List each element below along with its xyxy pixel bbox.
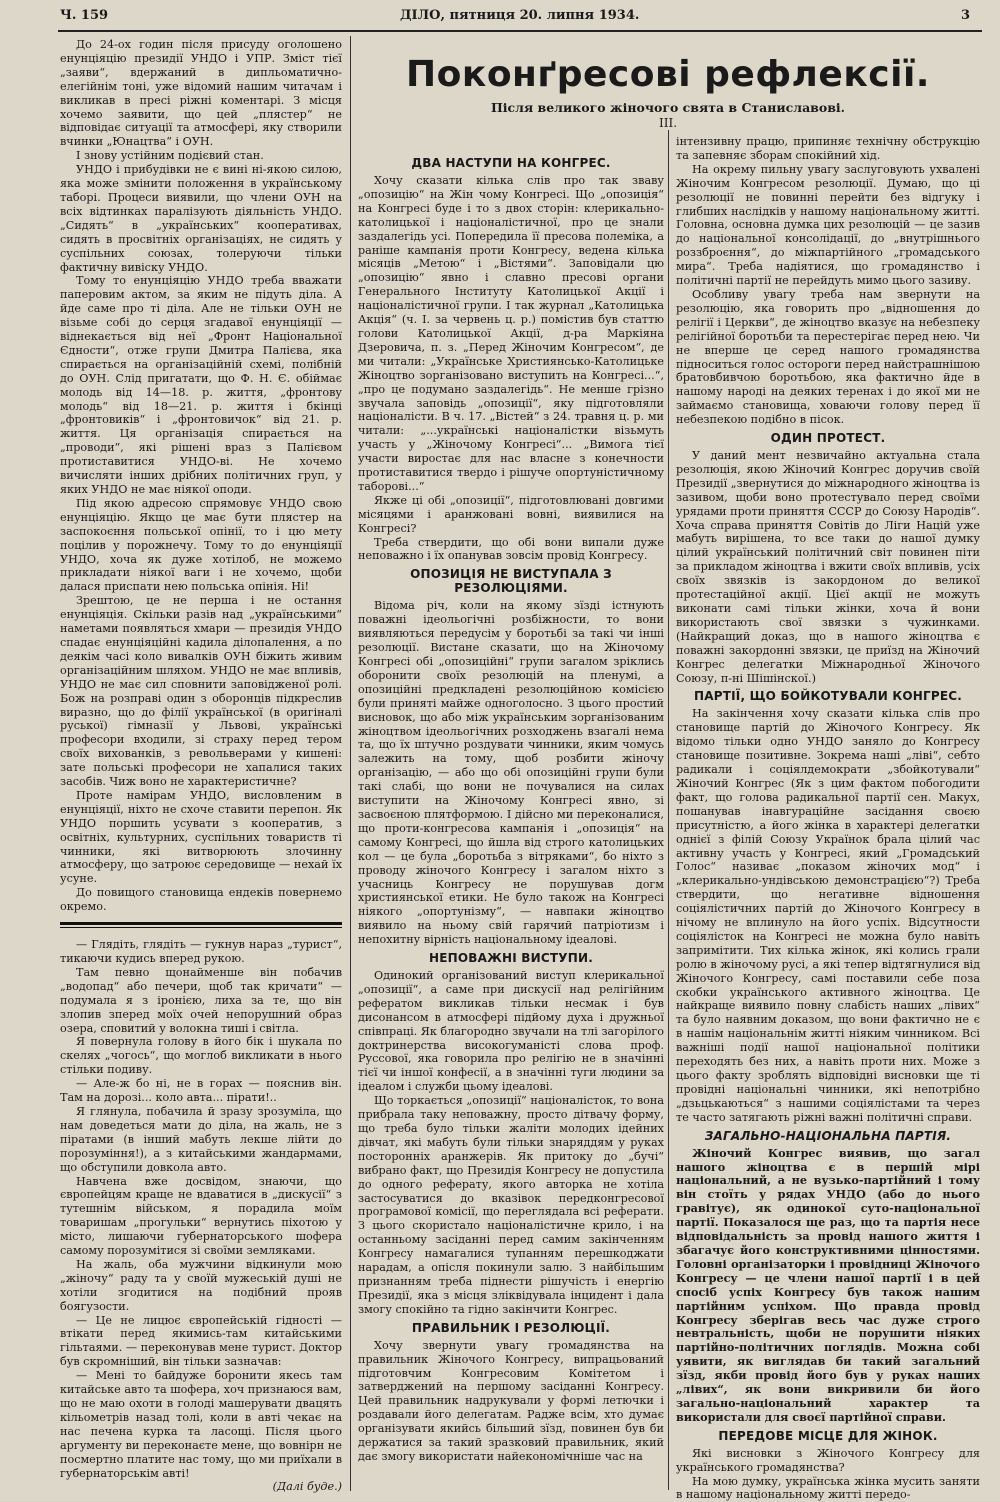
paragraph: До 24-ох годин після присуду оголошено енунціяцію президії УНДО і УПР. Зміст тієї „заяви“, вдержаний в дипльоматично-елегійнім тоні, уже відомий нашим читачам і викликав в пресі ріжні коментарі. З місця хочемо заявити, що цей „плястер“ не відповідає ситуації та атмосфері, яку створили вчинки „Юнацтва“ і ОУН. [60,38,342,149]
paragraph: На мою думку, українська жінка мусить заняти в нашому національному житті передо- [676,1474,980,1502]
paragraph: Відома річ, коли на якому зїзді істнують поважні ідеольогічні розбіжности, то вони виявляються передусім у боротьбі за такі чи інші резолюції. Вистане сказати, що на Жіночому Конгресі обі „опозиційні“ групи загалом зріклись оборонити своїх резолюцій на пленумі, а опозиційні предкладені резолюційною комісією були приняті майже одноголосно. З цього простий висновок, що або між українським зорганізованим жіноцтвом ідеольогічних розходжень взагалі нема та, що їх штучно роздувати чинники, яким чомусь залежить на тому, щоб розбити жіночу організацію, — або що обі опозиційні групи були такі слабі, що вони не почувалися на силах виступити на Жіночому Конгресі явно, зі засвоєною плятформою. І дійсно ми переконалися, що проти-конгресова кампанія і „опозиція“ на самому Конгресі, що йшла від строго католицьких кол — це була „боротьба з вітряками“, бо ніхто з проводу жіночого Конгресу і загалом ніхто з учасниць Конгресу не порушував догм християнської етики. Не було також на Конгресі ніякого „опортунізму“, — навпаки жіноцтво виявило на ньому свій гарячий патріотизм і непохитну вірність національному ідеалові. [358,599,664,947]
paragraph: Хочу звернути увагу громадянства на правильник Жіночого Конгресу, випрацьований підготовчим Конгресовим Комітетом і затверджений на першому засіданні Конгресу. Цей правильник надрукували у формі летючки і роздавали його делегатам. Радже всім, хто думає організувати якийсь більший зїзд, повинен був би держатися за такий зразковий правильник, який дає змогу використати найекономічніше час на [358,1338,664,1463]
section-heading: ЗАГАЛЬНО-НАЦІОНАЛЬНА ПАРТІЯ. [704,1128,952,1143]
article-part: III. [658,116,678,130]
feuilleton-paragraph: Я повернула голову в його бік і шукала по скелях „чогось“, що моглоб викликати в нього стільки подиву. [60,1035,342,1077]
page-ref: Ч. 159 [60,8,109,23]
section-heading: ПЕРЕДОВЕ МІСЦЕ ДЛЯ ЖІНОК. [718,1428,938,1443]
article-title: Поконґресові рефлексії. [406,54,930,95]
feuilleton-paragraph: — Глядіть, глядіть — гукнув нараз „турист“, тикаючи кудись вперед рукою. [60,938,342,965]
to-be-continued: (Далі буде.) [272,1480,342,1494]
paragraph: Проте намірам УНДО, висловленим в енунціяції, ніхто не схоче ставити перепон. Як УНДО поршить усувати з кооператив, з освітніх, культурних, суспільних товариств ті чинники, які витворюють злочинну атмосферу, що затроює середовище — нехай їх усуне. [60,788,342,886]
feuilleton-paragraph: Там певно щонайменше він побачив „водопад“ або печери, щоб так кричати“ — подумала я з іронією, лиха за те, що він злопив зперед моїх очей непорушний образ озера, сповитий у волокна тиші і світла. [60,965,342,1035]
paragraph: Тому то енунціяцію УНДО треба вважати паперовим актом, за яким не підуть діла. А йде саме про ті діла. Але не тільки ОУН не візьме собі до серця згадавої енунціяції — віднекається від неї „Фронт Національної Єдности“, отже групи Дмитра Палієва, яка спирається на організаційній схемі, полібній до ОУН. Слід пригатати, що Ф. Н. Є. обіймає молодь від 14—18. р. життя, „фронтову молодь“ від 18—21. р. життя і бкінці „фронтовиків“ і „фронтовичок“ від 21. р. життя. Ця організація спирається на „проводи“, які рішені враз з Палієвом протиставитися УНДО-ві. Не хочемо вичисляти інших дрібних політичних груп, у яких УНДО не має ніякої оподи. [60,274,342,496]
feuilleton-paragraph: Навчена вже досвідом, знаючи, що європейцям краще не вдаватися в „дискусії“ з тутешнім військом, я порадила моїм товаришам „прогульки“ вернутись піхотою у місто, лишаючи губернаторського шофера самому порозумітися зі своїми земляками. [60,1174,342,1258]
section-separator [60,922,342,928]
paragraph: Особливу увагу треба нам звернути на резолюцію, яка говорить про „відношення до релігії і Церкви“, де жіноцтво вказує на небезпеку релігійної боротьби та перестерігає перед нею. Чи не вперше це серед нашого громадянства підноситься голос остороги перед найстрашнішою братовбивчою боротьбою, яка фактично йде в нашому народі на деяких теренах і до якої ми не займаємо становища, ховаючи голову перед її небезпекою подібно в пісок. [676,287,980,427]
column-right [676,135,980,1502]
paragraph: На окрему пильну увагу заслуговують ухвалені Жіночим Конгресом резолюції. Думаю, що ці резолюції не повинні перейти без відгуку і глибших наслідків у нашому національному житті. Головна, основна думка цих резолюцій — це зазив до національної консолідації, до „внутрішнього роззброєння“, до міжпартійного „громадського мира“. Треба надіятися, що громадянство і політичні партії не перейдуть мимо цього зазиву. [676,162,980,288]
feuilleton-paragraph: — Але-ж бо ні, не в горах — пояснив він. Там на дорозі... коло авта... пірати!.. [60,1077,342,1105]
article-subtitle: Після великого жіночого свята в Станиславові. [490,100,845,115]
feuilleton-paragraph: — Мені то байдуже боронити якесь там китайське авто та шофера, хоч признаюся вам, що не маю охоти в голоді машерувати двацять кільометрів назад толі, коли в авті чекає на нас печена курка та ласощі. Після цього аргументу ви переконаєте мене, що вовнірн не посмертно платите нас тому, що ми приїхали в губернаторськім авті! [60,1369,342,1480]
column-rule-1 [350,36,351,1491]
paragraph: До повищого становища ендеків повернемо окремо. [60,886,342,914]
paragraph: Одинокий організований виступ клерикальної „опозиції“, а саме при дискусії над релігійним рефератом викликав тільки несмак і був дисонансом в атмосфері підйому духа і дружньої співпраці. Як благородно звучали на тлі загорілого доктринерства високогуманісті слова проф. Руссової, яка говорила про релігію не в значінні тієї чи іншої конфесії, а в значінні туги людини за ідеалом і служби цьому ідеалові. [358,969,664,1094]
running-head [60,4,980,30]
masthead: ДІЛО, пятниця 20. липня 1934. [400,8,640,23]
section-heading: НЕПОВАЖНІ ВИСТУПИ. [429,951,593,966]
section-heading: ДВА НАСТУПИ НА КОНГРЕС. [411,156,611,170]
paragraph: У даний мент незвичайно актуальна стала резолюція, якою Жіночий Конгрес доручив своїй Президії „звернутися до міжнародного жіноцтва із зазивом, щоби воно протестувало перед своїми урядами проти приняття СССР до Союзу Народів“. Хоча справа приняття Совітів до Ліги Націй уже мабуть вирішена, то все таки до нашої думку цілий український політичний світ повинен піти за прикладом жіноцтва і вжити своїх впливів, усіх своїх звязків із закордоном до великої протестаційної акції. Цієї акції не можуть виконати самі тільки жінки, хоча й вони використають свої звязки з чужинками. (Найкращий доказ, що в нашого жіноцтва є поважні закордонні звязки, це приїзд на Жіночий Конгрес делегатки Міжнародньої Жіночого Союзу, п-ні Шішінскої.) [676,449,980,685]
column-left [60,38,342,1494]
paragraph: Під якою адресою спрямовує УНДО свою енунціяцію. Якщо це має бути плястер на заспокоєння польської опінії, то і цю мету поцілив у порожнечу. Тому то до енунціяції УНДО, хоча як дуже хотілоб, не можемо прикладати ніякої ваги і не хочемо, щоби далася приспати нею польська опінія. Ні! [60,496,342,594]
column-rule-2 [668,130,669,1490]
paragraph: Зрештою, це не перша і не остання енунціяція. Скільки разів над „українськими“ наметами появляться хмари — президія УНДО спадає енунціяційні кадила ділопалення, а по деякім часі коло вивалків ОУН біжить живим організаційним шляхом. УНДО не має впливів, УНДО не має сил сповнити заповідженої ролі. Бож на розправі один з оборонців підкреслив виразно, що до філії української (в оригіналі руської) гімназії у Львові, українські професори входили, зі страху перед тером своїх вихованків, з револьверами у кишені: зате польські професори не хапалися таких засобів. Чиж воно не характеристичне? [60,594,342,789]
section-heading: ОДИН ПРОТЕСТ. [770,431,886,446]
paragraph: інтензивну працю, припиняє технічну обструкцію та запевняє зборам спокійний хід. [676,135,980,162]
top-rule [58,30,982,32]
paragraph: Треба ствердити, що обі вони випали дуже неповажно і їх опанував зовсім провід Конгресу. [358,535,664,563]
paragraph: На закінчення хочу сказати кілька слів про становище партій до Жіночого Конгресу. Як відомо тільки одно УНДО заняло до Конгресу становище позитивне. Зокрема наші „ліві“, себто радикали і соціялдемократи „збойкотували“ Жіночий Конгрес (Як з цим фактом побогодити факт, що голова радикальної партії сен. Макух, пошанував інавгураційне засідання своєю присутністю, а його жінка в характері делегатки однієї з філій Союзу Українок брала цілий час активну участь у Конгресі, який „Громадський Голос“ називає „показом жіночих мод“ і „клерикально-ундівською демонстрацією“?) Треба ствердити, що негативне відношення соціялістичних партій до Жіночого Конгресу в нічому не вплинуло на його успіх. Відсутности соціялісток на Конгресі не можна було навіть запримітити. Тих кілька жінок, які колись грали ролю в жіночому русі, а які тепер відтягнулися від Жіночого Конгресу, самі поставили себе поза скобки українського активного жіноцтва. Це найкраще виявило повну слабість наших „лівих“ та було наявним доказом, що вони фактично не є в нашім національнім житті ніяким чинником. Всі важніші події нашої національної політики переходять без них, а навіть проти них. Може з цього факту зроблять відповідні висновки ще ті провідні національні чинники, які непотрібно „дзьцькаються“ з нашими соціялістами та через те часто затягають ріжні важні політичні справи. [676,707,980,1124]
section-heading: ОПОЗИЦІЯ НЕ ВИСТУПАЛА З РЕЗОЛЮЦІЯМИ. [410,567,612,596]
section-heading: ПАРТІЇ, ЩО БОЙКОТУВАЛИ КОНГРЕС. [694,689,962,704]
page-number: 3 [960,8,970,23]
column-middle [358,152,664,1490]
paragraph: Хочу сказати кілька слів про так зваву „опозицію“ на Жін чому Конгресі. Що „опозиція“ на Конгресі буде і то з двох сторін: клерикально-католицької і націоналістичної, про це знали заздалегідь усі. Попередила її пресова полеміка, а раніше кампанія проти Конгресу, ведена кілька місяців „Метою“ і „Вістями“. Заповідали цю „опозицію“ явно і славно пресові органи Генерального Інституту Католицької Акції і націоналістичної групи. І так журнал „Католицька Акція“ (ч. І. за червень ц. р.) помістив був статтю голови Католицької Акції, д-ра Маркіяна Дзеровича, п. з. „Перед Жіночим Конгресом“, де ми читали: „Українське Християнсько-Католицьке Жіноцтво зорганізовано виступить на Конгресі...“, „про це подумано заздалегідь“. Не менше грізно звучала заповідь „опозиції“, яку підготовляли націоналісти. В ч. 17. „Вістей“ з 24. травня ц. р. ми читали: „...українські націоналістки візьмуть участь у „Жіночому Конгресі“... „Вимога тієї участи виростає для нас власне з конечности протиставитися твердо і рішуче опортуністичному таборові...“ [358,174,664,493]
section-heading: ПРАВИЛЬНИК І РЕЗОЛЮЦІЇ. [411,1320,611,1335]
paragraph: Які висновки з Жіночого Конгресу для українського громадянства? [676,1446,980,1474]
paragraph: УНДО і прибудівки не є вині ні-якою силою, яка може змінити положення в українському таборі. Процеси виявили, що члени ОУН на всіх відтинках паралізують діяльність УНДО. „Сидять“ в „українських“ кооперативах, сидять в просвітніх організаціях, не сидять у суспільних союзах, толеруючи тільки фактичну вивіску УНДО. [60,163,342,274]
paragraph: Що торкається „опозиції“ націоналісток, то вона прибрала таку неповажну, просто дітвачу форму, що треба було тільки жаліти молодих ідейних дівчат, які мабуть були тільки знаряддям у руках посторонніх аранжерів. Як притоку до „бучі“ вибрано факт, що Президія Конгресу не допустила до одного реферату, якого авторка не хотіла застосуватися до вказівок передконгресової програмової комісії, що переглядала всі реферати. З цього скористало націоналістичне крило, і на останньому засіданні перед самим закінченням Конгресу намагалися тупанням перешкоджати нарадам, а опісля покинули залю. З найбільшим признанням треба піднести рішучість і енергію Президії, яка з місця зліквідувала інцидент і дала змогу спокійно та гідно закінчити Конгрес. [358,1094,664,1316]
feuilleton-paragraph: — Це не лицює європейській гідності — втікати перед якимись-там китайськими гільтаями. — переконував мене турист. Доктор був скромніший, він тільки зазначав: [60,1313,342,1369]
paragraph: Жіночий Конгрес виявив, що загал нашого жіноцтва є в першій мірі національний, а не вузько-партійний і тому він стоїть у рядах УНДО (або до нього гравітує), як одинокої суто-національної партії. Показалося ще раз, що та партія несе відповідальність за провід нашого життя і збагачує його конструктивними цінностями. Головні організаторки і провідниці Жіночого Конгресу — це члени нашої партії і в цей спосіб успіх Конгресу був також нашим партійним успіхом. Що правда провід Конгресу зберігав весь час дуже строго невтральність, щоби не порушити ніяких партійно-політичних поглядів. Можна собі уявити, як виглядав би такий загальний зїзд, якби провід його був у руках наших „лівих“, як вони викривили би його загально-національний характер та використали для своєї партійної справи. [676,1145,980,1424]
feuilleton-paragraph: На жаль, оба мужчини відкинули мою „жіночу“ раду та у своїй мужеській душі не хотіли згодитися на подібний прояв боягузости. [60,1257,342,1313]
paragraph: І знову устійним подієвий стан. [76,149,264,163]
paragraph: Якже ці обі „опозиції“, підготовлювані довгими місяцями і аранжовані вовні, виявилися на Конгресі? [358,493,664,535]
feuilleton-paragraph: Я глянула, побачила й зразу зрозуміла, що нам доведеться мати до діла, на жаль, не з піратами (в інший мабуть лекше лійти до порозуміння!), а з китайськими жандармами, що обступили довкола авто. [60,1104,342,1174]
